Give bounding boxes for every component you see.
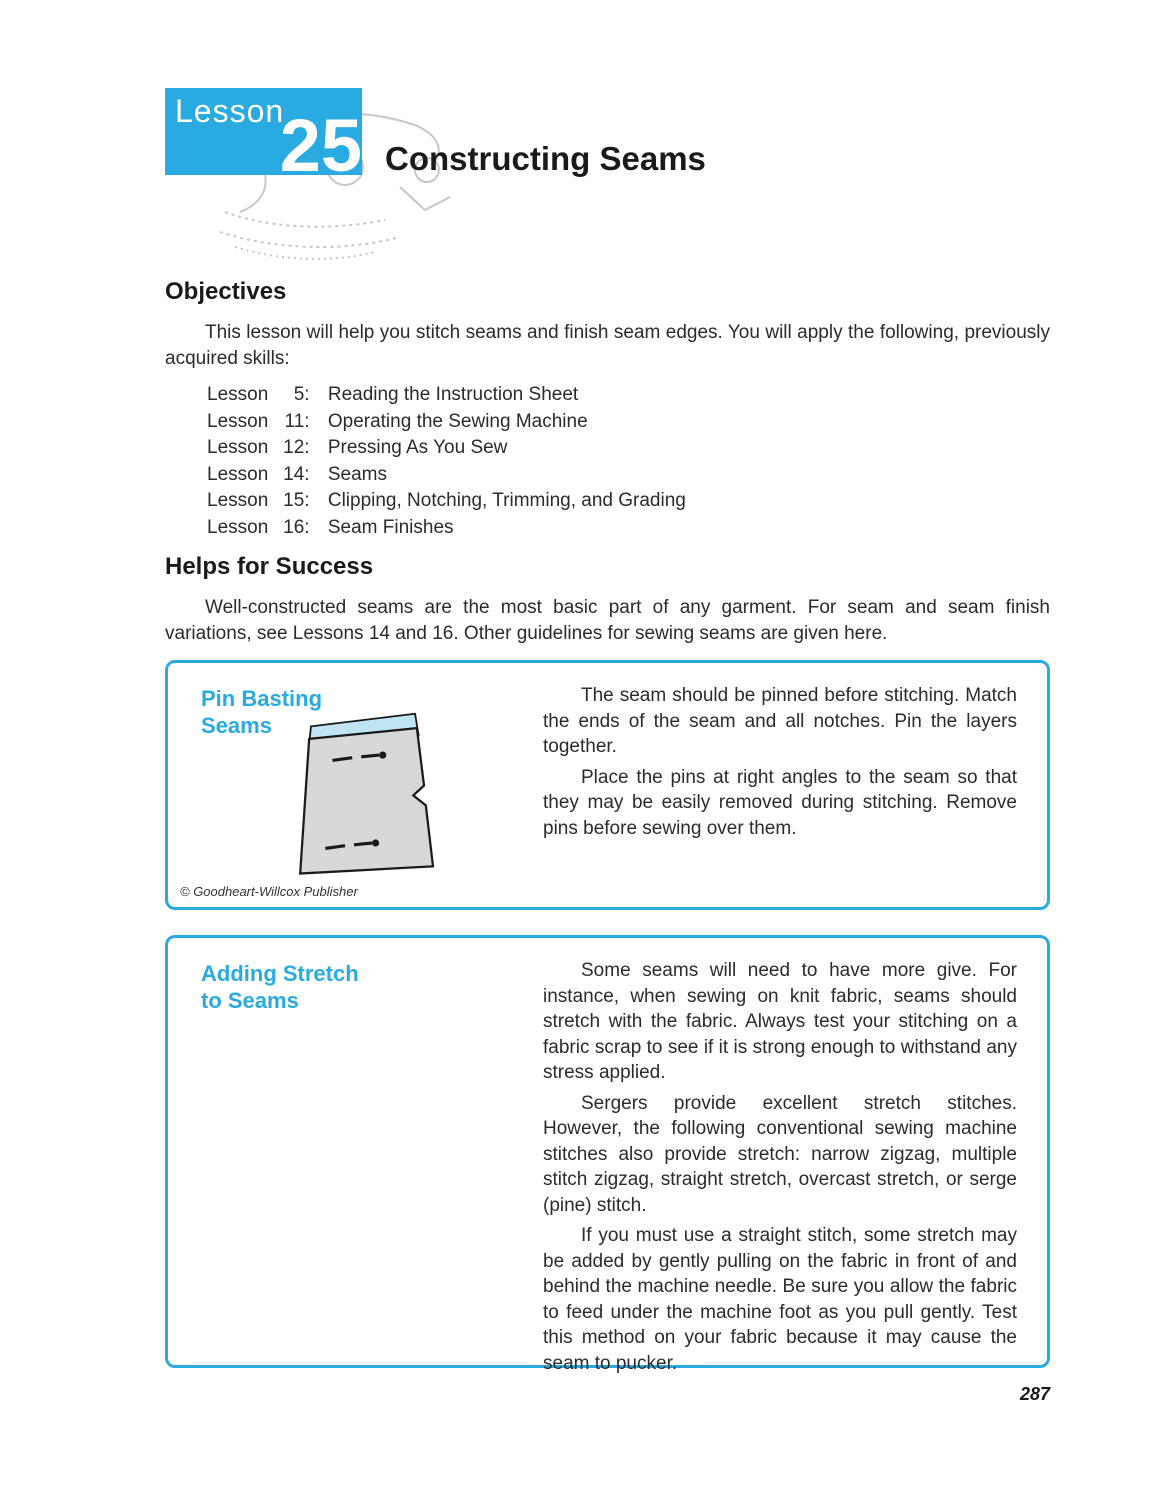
pin-basted-fabric-illustration (273, 703, 453, 878)
pin-basting-text (543, 663, 1047, 907)
adding-stretch-left-column (168, 938, 543, 1365)
list-item (207, 409, 1050, 436)
skill-number: 15: (283, 490, 310, 511)
helps-heading: Helps for Success (165, 553, 374, 580)
paragraph: The seam should be pinned before stitching. Match the ends of the seam and all notches. Pin the layers together. (543, 685, 1017, 757)
objectives-intro: This lesson will help you stitch seams and finish seam edges. You will apply the following, previously acquired skills: (165, 322, 1050, 369)
pin-basting-title-line1: Pin Basting (201, 686, 323, 711)
lesson-header (165, 88, 1050, 187)
skill-title: Reading the Instruction Sheet (327, 384, 579, 405)
adding-stretch-title-line2: to Seams (201, 988, 299, 1013)
paragraph: Place the pins at right angles to the seam so that they may be easily removed during stitching. Remove pins before sewing over them. (543, 766, 1017, 839)
helps-section (165, 553, 1050, 647)
skill-number: 12: (283, 437, 310, 458)
pin-basting-left-column (168, 663, 543, 907)
paragraph: Some seams will need to have more give. For instance, when sewing on knit fabric, seams should stretch with the fabric. Always test your stitching on a fabric scrap to see if it is strong enough to withstand any stress applied. (543, 960, 1017, 1083)
lesson-number: 25 (279, 104, 362, 187)
pin-basting-title-line2: Seams (201, 713, 272, 738)
skill-label: Lesson (207, 437, 269, 458)
helps-intro: Well-constructed seams are the most basic part of any garment. For seam and seam finish variations, see Lessons 14 and 16. Other guidelines for sewing seams are given here. (165, 597, 1050, 644)
objectives-heading: Objectives (165, 278, 287, 305)
skill-label: Lesson (207, 384, 269, 405)
skill-number: 5: (293, 384, 310, 405)
skill-label: Lesson (207, 463, 269, 485)
list-item (207, 435, 1050, 462)
page-title: Constructing Seams (385, 140, 706, 177)
skill-title: Clipping, Notching, Trimming, and Grading (327, 490, 686, 511)
skill-title: Pressing As You Sew (327, 437, 508, 458)
adding-stretch-callout (165, 935, 1050, 1374)
list-item (207, 488, 1050, 515)
list-item (207, 515, 1050, 542)
skill-label: Lesson (207, 410, 269, 432)
paragraph: If you must use a straight stitch, some stretch may be added by gently pulling on the fabric in front of and behind the machine needle. Be sure you allow the fabric to feed under the machine foot as you pull gently. Test this method on your fabric because it may cause the seam to pucker. (543, 1225, 1017, 1374)
page-number: 287 (1019, 1384, 1050, 1404)
list-item (207, 382, 1050, 409)
pin-basting-callout (165, 660, 1050, 910)
adding-stretch-title (201, 960, 359, 1014)
lesson-number-box (165, 88, 362, 187)
skills-list (207, 382, 1050, 541)
adding-stretch-title-line1: Adding Stretch (201, 961, 359, 986)
paragraph: Sergers provide excellent stretch stitches. However, the following conventional sewing machine stitches also provide stretch: narrow zigzag, multiple stitch zigzag, straight stretch, overcast stretch, or serge (pine) stitch. (543, 1092, 1017, 1216)
list-item (207, 462, 1050, 489)
skill-label: Lesson (207, 490, 269, 511)
skill-number: 14: (283, 463, 310, 485)
objectives-section (165, 278, 1050, 541)
skill-number: 11: (284, 410, 310, 432)
skill-title: Seam Finishes (327, 516, 454, 538)
skill-label: Lesson (207, 516, 269, 538)
skill-number: 16: (283, 516, 310, 538)
adding-stretch-text (543, 938, 1047, 1374)
lesson-label: Lesson (175, 93, 285, 129)
image-credit: © Goodheart-Willcox Publisher (180, 884, 358, 899)
skill-title: Seams (327, 463, 387, 485)
skill-title: Operating the Sewing Machine (327, 410, 588, 432)
